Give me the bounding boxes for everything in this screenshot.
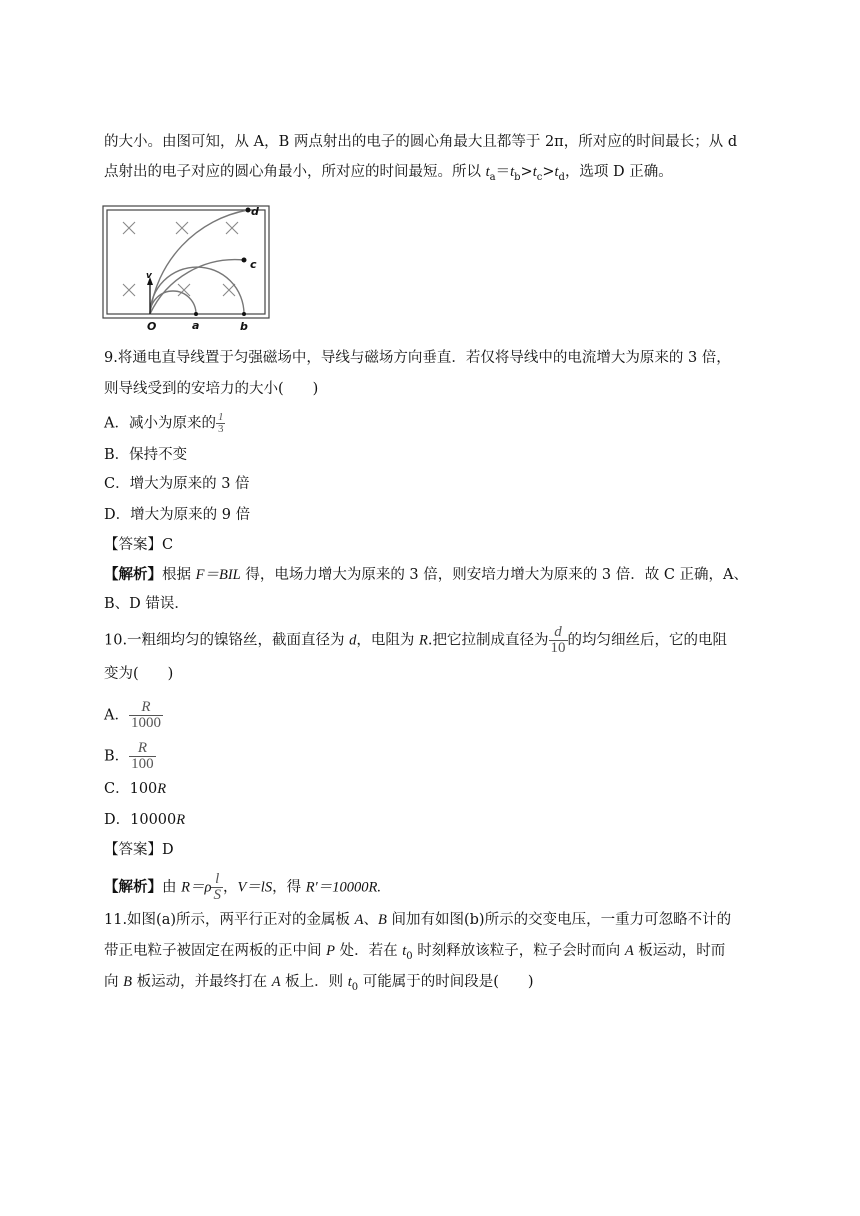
- q9-line-2: 则导线受到的安培力的大小( ): [104, 381, 319, 397]
- point-P: P: [326, 943, 335, 959]
- frac-den: 3: [217, 423, 224, 435]
- var-R: R: [419, 632, 428, 649]
- t-d: t: [554, 164, 559, 180]
- cross-3: [226, 222, 238, 234]
- q10-analysis-mid: ，得: [272, 879, 306, 896]
- q10-option-c-label: C．100: [104, 781, 158, 797]
- q10-option-d-label: D．10000: [104, 812, 177, 828]
- frac-den: 100: [131, 756, 154, 772]
- t0: t: [402, 943, 407, 959]
- arc-d: [150, 210, 248, 314]
- q11-line-2-end: 板运动，时而: [633, 943, 726, 959]
- point-d: [246, 208, 251, 213]
- q11-line-1-pre: 11.如图(a)所示，两平行正对的金属板: [104, 912, 355, 928]
- q9-analysis-post: 得，电场力增大为原来的 3 倍，则安培力增大为原来的 3 倍．故 C 正确，A、: [240, 567, 748, 583]
- q10-option-a-label: A．: [104, 707, 129, 724]
- gt-2: >: [542, 164, 555, 180]
- q11-line-2-post: 时刻释放该粒子，粒子会时而向: [412, 943, 625, 959]
- q10-option-b-label: B．: [104, 748, 130, 765]
- fraction-one-third: [216, 412, 226, 435]
- analysis-tag: 【解析】: [104, 566, 162, 583]
- magnetic-field-figure: [102, 204, 272, 334]
- arc-c: [150, 260, 244, 314]
- fraction-d-over-10: [549, 625, 568, 656]
- q8-line-1: 的大小。由图可知，从 A，B 两点射出的电子的圆心角最大且都等于 2π，所对应的时间最长；从 d: [104, 134, 738, 150]
- t-a: t: [485, 164, 490, 180]
- q10-line-1-pre: 10.一粗细均匀的镍铬丝，截面直径为: [104, 632, 350, 649]
- q10-line-1-mid: ，电阻为: [356, 632, 420, 649]
- fraction-l-over-s: [211, 872, 223, 903]
- frac-num: d: [549, 625, 568, 641]
- q11-line-1: [104, 910, 731, 930]
- sub-0: 0: [351, 981, 359, 993]
- point-c: [242, 258, 247, 263]
- formula-f-bil: F＝BIL: [195, 567, 241, 583]
- formula-v-ls: V＝lS: [237, 879, 273, 896]
- q9-analysis-1: [104, 565, 748, 585]
- analysis-tag: 【解析】: [104, 878, 162, 896]
- q9-option-b: B．保持不变: [104, 447, 188, 463]
- sub-b: b: [514, 171, 521, 183]
- cross-6: [223, 284, 235, 296]
- plate-B: B: [123, 974, 132, 990]
- fraction-r-over-1000: [129, 700, 163, 731]
- label-d: d: [251, 205, 259, 218]
- q10-line-1-mid2: .把它拉制成直径为: [427, 632, 549, 649]
- label-O: O: [147, 320, 157, 333]
- q9-option-d: D．增大为原来的 9 倍: [104, 507, 251, 523]
- q11-line-3-post: 可能属于的时间段是( ): [358, 974, 534, 990]
- q11-line-3: [104, 972, 534, 998]
- cross-2: [176, 222, 188, 234]
- q8-line-2: [104, 162, 673, 188]
- q10-line-2: 变为( ): [104, 666, 174, 682]
- cross-4: [123, 284, 135, 296]
- q9-analysis-pre: 根据: [162, 567, 196, 583]
- plate-A: A: [271, 974, 281, 990]
- comma: ，: [222, 879, 238, 896]
- trajectories: [150, 210, 248, 314]
- q9-line-1: 9.将通电直导线置于匀强磁场中，导线与磁场方向垂直．若仅将导线中的电流增大为原来的 3 倍，: [104, 350, 731, 366]
- sub-d: d: [558, 171, 565, 183]
- q11-line-2-mid: 处．若在: [334, 943, 403, 959]
- eq-sign: ＝: [495, 164, 511, 180]
- var-R: R: [157, 781, 167, 797]
- q9-option-a-label: A．减小为原来的: [104, 415, 216, 432]
- q9-option-c: C．增大为原来的 3 倍: [104, 476, 250, 492]
- frac-den: 1000: [130, 715, 161, 731]
- q10-option-d: [104, 810, 185, 830]
- frac-den: 10: [550, 640, 566, 656]
- q10-option-b: [104, 741, 156, 772]
- q11-line-2-pre: 带正电粒子被固定在两板的正中间: [104, 943, 327, 959]
- fraction-r-over-100: [129, 741, 156, 772]
- plate-A: A: [354, 912, 364, 928]
- cross-1: [123, 222, 135, 234]
- sub-0: 0: [406, 950, 413, 962]
- q8-line-2-post: ，选项 D 正确。: [564, 164, 673, 180]
- q11-line-2: [104, 941, 725, 967]
- plate-B: B: [378, 912, 387, 928]
- sub-a: a: [489, 171, 496, 183]
- frac-num: R: [129, 700, 163, 716]
- point-a: [194, 312, 198, 316]
- label-a: a: [192, 319, 200, 332]
- frac-num: R: [129, 741, 156, 757]
- q10-line-1: [104, 625, 727, 656]
- q8-line-2-pre: 点射出的电子对应的圆心角最小，所对应的时间最短。所以: [104, 164, 486, 180]
- sub-c: c: [536, 171, 543, 183]
- label-b: b: [240, 320, 248, 333]
- separator: 、: [363, 912, 378, 928]
- q11-line-3-pre: 向: [104, 974, 124, 990]
- formula-result: R′＝10000R.: [305, 879, 381, 896]
- q9-analysis-2: B、D 错误．: [104, 596, 189, 612]
- q10-line-1-post: 的均匀细丝后，它的电阻: [567, 632, 727, 649]
- t-b: t: [510, 164, 515, 180]
- var-R: R: [176, 812, 186, 828]
- q11-line-1-post: 间加有如图(b)所示的交变电压，一重力可忽略不计的: [386, 912, 732, 928]
- var-d: d: [349, 632, 357, 649]
- q10-analysis: [104, 872, 381, 903]
- q11-line-3-mid: 板运动，并最终打在: [131, 974, 272, 990]
- plate-A: A: [624, 943, 634, 959]
- q10-analysis-pre: 由: [162, 879, 182, 896]
- q10-option-c: [104, 779, 166, 799]
- q10-answer: 【答案】D: [104, 842, 174, 858]
- q11-line-3-mid2: 板上．则: [280, 974, 348, 990]
- q9-option-a: [104, 412, 225, 435]
- point-b: [242, 312, 246, 316]
- label-v: v: [146, 271, 152, 281]
- frac-num: l: [211, 872, 223, 888]
- gt-1: >: [520, 164, 533, 180]
- label-c: c: [250, 258, 257, 271]
- frac-den: S: [213, 887, 221, 903]
- field-crosses: [123, 222, 238, 296]
- formula-r-rho: R＝ρ: [181, 879, 212, 896]
- t-c: t: [532, 164, 537, 180]
- q10-option-a: [104, 700, 163, 731]
- q9-answer: 【答案】C: [104, 537, 174, 553]
- t0: t: [347, 974, 352, 990]
- frac-num: 1: [217, 411, 224, 423]
